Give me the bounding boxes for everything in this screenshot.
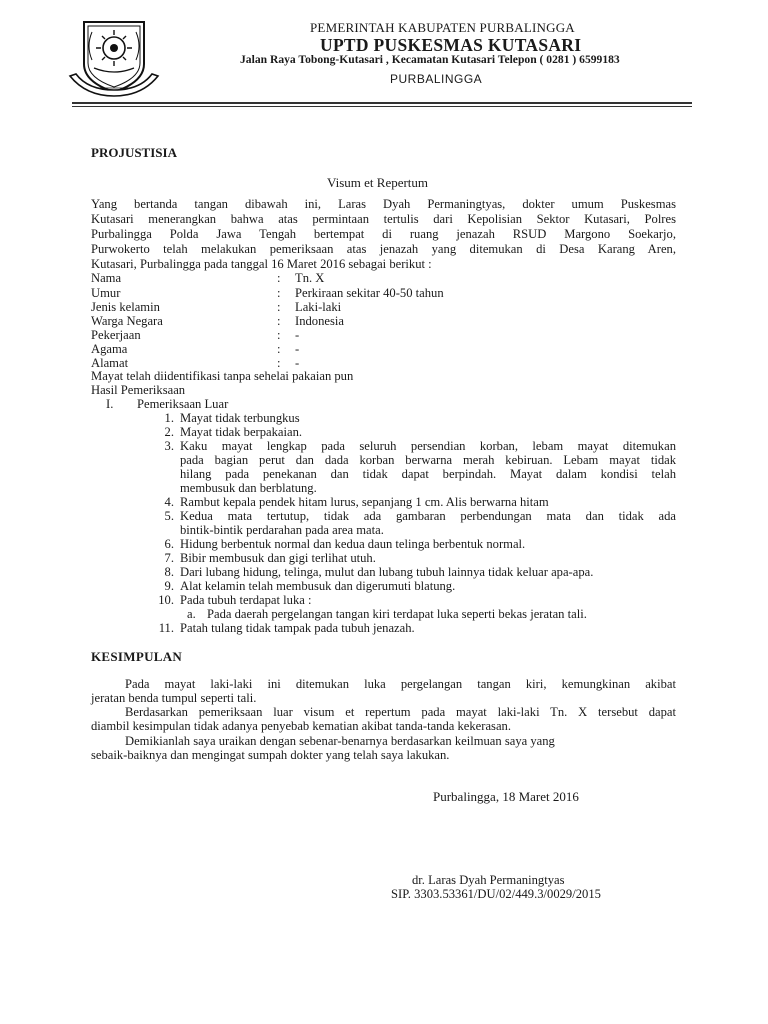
finding-number: 6.	[164, 537, 174, 551]
identity-separator: :	[277, 271, 281, 285]
letterhead-government: PEMERINTAH KABUPATEN PURBALINGGA	[310, 20, 575, 35]
identity-label: Nama	[91, 271, 122, 285]
conclusion-line: sebaik-baiknya dan mengingat sumpah dokter yang telah saya lakukan.	[91, 748, 450, 762]
finding-number: 10.	[158, 593, 174, 607]
finding-number: 9.	[164, 579, 174, 593]
intro-line: Kutasari menerangkan bahwa atas permintaan tertulis dari Kepolisian Sektor Kutasari, Polres	[91, 212, 676, 226]
identity-value: -	[295, 356, 300, 370]
identity-value: Laki-laki	[295, 300, 342, 314]
finding-subletter: a.	[187, 607, 196, 621]
finding-text: Alat kelamin telah membusuk dan digerumuti blatung.	[180, 579, 456, 593]
results-heading: Hasil Pemeriksaan	[91, 383, 186, 397]
letterhead-address: Jalan Raya Tobong-Kutasari , Kecamatan Kutasari Telepon ( 0281 ) 6599183	[240, 53, 620, 66]
conclusion-line: jeratan benda tumpul seperti tali.	[91, 691, 257, 705]
conclusion-line: Demikianlah saya uraikan dengan sebenar-benarnya berdasarkan keilmuan saya yang	[125, 734, 555, 748]
identity-separator: :	[277, 286, 281, 300]
intro-line: Kutasari, Purbalingga pada tanggal 16 Maret 2016 sebagai berikut :	[91, 257, 432, 271]
finding-number: 11.	[158, 621, 174, 635]
identity-value: Indonesia	[295, 314, 344, 328]
letterhead-divider-thick	[72, 102, 692, 104]
finding-text: Rambut kepala pendek hitam lurus, sepanjang 1 cm. Alis berwarna hitam	[180, 495, 549, 509]
finding-text: Kedua mata tertutup, tidak ada gambaran perbendungan mata dan tidak ada	[180, 509, 676, 523]
letterhead-divider-thin	[72, 106, 692, 107]
finding-text: Patah tulang tidak tampak pada tubuh jenazah.	[180, 621, 415, 635]
intro-line: Yang bertanda tangan dibawah ini, Laras Dyah Permaningtyas, dokter umum Puskesmas	[91, 197, 676, 211]
letterhead-institution: UPTD PUSKESMAS KUTASARI	[320, 35, 582, 55]
regency-seal-logo	[66, 18, 162, 100]
section-title: Pemeriksaan Luar	[137, 397, 229, 411]
finding-text: pada bagian perut dan dada korban berwarna merah kebiruan. Lebam mayat tidak	[180, 453, 676, 467]
identity-label: Alamat	[91, 356, 129, 370]
finding-text: Kaku mayat lengkap pada seluruh persendian korban, lebam mayat ditemukan	[180, 439, 676, 453]
identity-value: Tn. X	[295, 271, 325, 285]
signer-license-number: SIP. 3303.53361/DU/02/449.3/0029/2015	[391, 887, 601, 901]
intro-line: Purwokerto telah melakukan pemeriksaan atas jenazah yang ditemukan di Desa Karang Aren,	[91, 242, 676, 256]
finding-text: hilang pada penekanan dan tidak dapat berpindah. Mayat dalam kondisi telah	[180, 467, 676, 481]
identity-separator: :	[277, 314, 281, 328]
conclusion-line: diambil kesimpulan tidak adanya penyebab kematian akibat tanda-tanda kekerasan.	[91, 719, 511, 733]
identity-label: Jenis kelamin	[91, 300, 160, 314]
identity-label: Warga Negara	[91, 314, 163, 328]
signer-name: dr. Laras Dyah Permaningtyas	[412, 873, 565, 887]
identity-separator: :	[277, 356, 281, 370]
finding-number: 2.	[164, 425, 174, 439]
finding-text: Bibir membusuk dan gigi terlihat utuh.	[180, 551, 376, 565]
document-title: Visum et Repertum	[327, 175, 429, 190]
projustisia-label: PROJUSTISIA	[91, 145, 177, 160]
identity-value: -	[295, 328, 300, 342]
section-numeral: I.	[106, 397, 114, 411]
identity-label: Umur	[91, 286, 121, 300]
finding-number: 7.	[164, 551, 174, 565]
conclusion-line: Berdasarkan pemeriksaan luar visum et repertum pada mayat laki-laki Tn. X tersebut dapat	[125, 705, 676, 719]
finding-number: 8.	[164, 565, 174, 579]
intro-line: Purbalingga Polda Jawa Tengah bertempat di ruang jenazah RSUD Margono Soekarjo,	[91, 227, 676, 241]
finding-number: 3.	[164, 439, 174, 453]
identity-label: Pekerjaan	[91, 328, 141, 342]
finding-text: Dari lubang hidung, telinga, mulut dan lubang tubuh lainnya tidak keluar apa-apa.	[180, 565, 594, 579]
finding-text: bintik-bintik perdarahan pada area mata.	[180, 523, 384, 537]
identity-separator: :	[277, 300, 281, 314]
finding-number: 5.	[164, 509, 174, 523]
finding-text: Hidung berbentuk normal dan kedua daun telinga berbentuk normal.	[180, 537, 526, 551]
identity-value: -	[295, 342, 300, 356]
finding-number: 4.	[164, 495, 174, 509]
finding-text: Mayat tidak terbungkus	[180, 411, 300, 425]
finding-text: membusuk dan berblatung.	[180, 481, 317, 495]
finding-number: 1.	[164, 411, 174, 425]
identity-separator: :	[277, 342, 281, 356]
identity-separator: :	[277, 328, 281, 342]
purbalingga-regency-seal-icon	[66, 18, 162, 100]
finding-text: Mayat tidak berpakaian.	[180, 425, 303, 439]
place-and-date: Purbalingga, 18 Maret 2016	[433, 789, 579, 804]
letterhead-city: PURBALINGGA	[390, 72, 483, 86]
finding-text: Pada tubuh terdapat luka :	[180, 593, 312, 607]
identity-label: Agama	[91, 342, 128, 356]
identity-value: Perkiraan sekitar 40-50 tahun	[295, 286, 444, 300]
finding-subtext: Pada daerah pergelangan tangan kiri terdapat luka seperti bekas jeratan tali.	[207, 607, 587, 621]
conclusion-heading: KESIMPULAN	[91, 649, 183, 664]
conclusion-line: Pada mayat laki-laki ini ditemukan luka pergelangan tangan kiri, kemungkinan akibat	[125, 677, 676, 691]
identification-note: Mayat telah diidentifikasi tanpa sehelai pakaian pun	[91, 369, 354, 383]
